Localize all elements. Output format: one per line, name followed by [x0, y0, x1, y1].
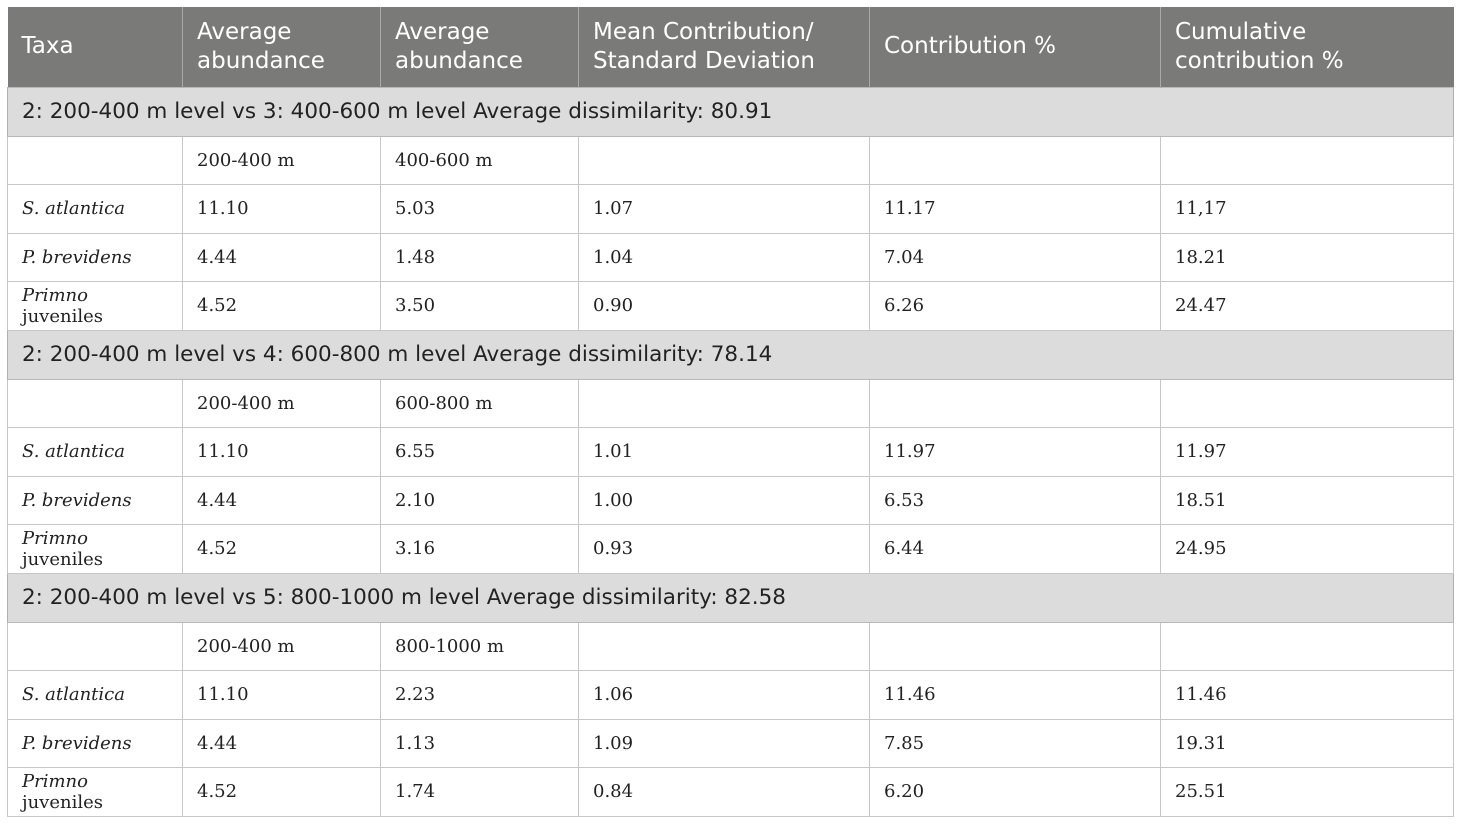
subheader-cell: [1161, 379, 1454, 428]
contribution-percent: 11.46: [870, 671, 1161, 720]
avg-abundance-b: 2.23: [381, 671, 579, 720]
avg-abundance-a: 4.44: [183, 233, 381, 282]
header-average-abundance-1: Average abundance: [183, 7, 381, 87]
mean-contribution-sd: 1.07: [579, 185, 870, 234]
subheader-cell: [8, 136, 183, 185]
cumulative-contribution: 11.46: [1161, 671, 1454, 720]
mean-contribution-sd: 1.01: [579, 428, 870, 477]
header-mean-contribution-sd: Mean Contribution/ Standard Deviation: [579, 7, 870, 87]
cumulative-contribution: 18.51: [1161, 476, 1454, 525]
subheader-depth-b: 600-800 m: [381, 379, 579, 428]
avg-abundance-b: 3.16: [381, 525, 579, 574]
contribution-percent: 6.44: [870, 525, 1161, 574]
cumulative-contribution: 11,17: [1161, 185, 1454, 234]
taxa-rest: juveniles: [22, 791, 103, 813]
mean-contribution-sd: 1.09: [579, 719, 870, 768]
mean-contribution-sd: 0.93: [579, 525, 870, 574]
avg-abundance-a: 4.52: [183, 768, 381, 817]
avg-abundance-b: 3.50: [381, 282, 579, 331]
simper-table: [7, 7, 1454, 817]
group-title-row: [8, 87, 1454, 136]
avg-abundance-b: 1.13: [381, 719, 579, 768]
taxa-rest: juveniles: [22, 548, 103, 570]
subheader-depth-a: 200-400 m: [183, 379, 381, 428]
avg-abundance-a: 4.52: [183, 282, 381, 331]
contribution-percent: 6.20: [870, 768, 1161, 817]
avg-abundance-a: 4.44: [183, 719, 381, 768]
subheader-cell: [8, 622, 183, 671]
table-row: [8, 185, 1454, 234]
mean-contribution-sd: 0.84: [579, 768, 870, 817]
avg-abundance-a: 4.52: [183, 525, 381, 574]
taxa-italic: Primno: [22, 770, 88, 792]
mean-contribution-sd: 1.06: [579, 671, 870, 720]
group-title: 2: 200-400 m level vs 5: 800-1000 m level Average dissimilarity: 82.58: [8, 573, 1454, 622]
group-title-row: [8, 573, 1454, 622]
contribution-percent: 7.04: [870, 233, 1161, 282]
subheader-cell: [870, 379, 1161, 428]
subheader-cell: [1161, 136, 1454, 185]
header-row: [8, 7, 1454, 87]
depth-subheader-row: [8, 622, 1454, 671]
cumulative-contribution: 11.97: [1161, 428, 1454, 477]
mean-contribution-sd: 1.04: [579, 233, 870, 282]
table-row: [8, 428, 1454, 477]
taxa-cell: [8, 719, 183, 768]
header-taxa: Taxa: [8, 7, 183, 87]
cumulative-contribution: 18.21: [1161, 233, 1454, 282]
taxa-italic: P. brevidens: [22, 489, 132, 511]
taxa-cell: [8, 282, 183, 331]
avg-abundance-a: 11.10: [183, 671, 381, 720]
table-row: [8, 671, 1454, 720]
table-row: [8, 282, 1454, 331]
taxa-cell: [8, 476, 183, 525]
avg-abundance-a: 11.10: [183, 428, 381, 477]
group-title: 2: 200-400 m level vs 4: 600-800 m level Average dissimilarity: 78.14: [8, 330, 1454, 379]
subheader-cell: [579, 136, 870, 185]
avg-abundance-a: 11.10: [183, 185, 381, 234]
cumulative-contribution: 24.47: [1161, 282, 1454, 331]
subheader-cell: [1161, 622, 1454, 671]
taxa-italic: P. brevidens: [22, 732, 132, 754]
avg-abundance-b: 1.74: [381, 768, 579, 817]
taxa-cell: [8, 768, 183, 817]
table-row: [8, 768, 1454, 817]
subheader-depth-b: 400-600 m: [381, 136, 579, 185]
mean-contribution-sd: 0.90: [579, 282, 870, 331]
depth-subheader-row: [8, 379, 1454, 428]
cumulative-contribution: 24.95: [1161, 525, 1454, 574]
taxa-italic: S. atlantica: [22, 684, 125, 706]
table-row: [8, 233, 1454, 282]
taxa-cell: [8, 185, 183, 234]
contribution-percent: 11.97: [870, 428, 1161, 477]
taxa-italic: S. atlantica: [22, 198, 125, 220]
group-title: 2: 200-400 m level vs 3: 400-600 m level Average dissimilarity: 80.91: [8, 87, 1454, 136]
avg-abundance-b: 2.10: [381, 476, 579, 525]
subheader-cell: [870, 136, 1161, 185]
taxa-cell: [8, 428, 183, 477]
taxa-italic: Primno: [22, 527, 88, 549]
simper-table-container: [7, 7, 1453, 817]
table-row: [8, 719, 1454, 768]
subheader-depth-b: 800-1000 m: [381, 622, 579, 671]
taxa-cell: [8, 671, 183, 720]
taxa-cell: [8, 233, 183, 282]
subheader-cell: [579, 379, 870, 428]
table-body: [8, 87, 1454, 816]
taxa-cell: [8, 525, 183, 574]
taxa-rest: juveniles: [22, 305, 103, 327]
avg-abundance-b: 1.48: [381, 233, 579, 282]
table-row: [8, 476, 1454, 525]
subheader-cell: [8, 379, 183, 428]
taxa-italic: S. atlantica: [22, 441, 125, 463]
header-average-abundance-2: Average abundance: [381, 7, 579, 87]
table-header: [8, 7, 1454, 87]
contribution-percent: 11.17: [870, 185, 1161, 234]
cumulative-contribution: 25.51: [1161, 768, 1454, 817]
header-contribution-percent: Contribution %: [870, 7, 1161, 87]
contribution-percent: 7.85: [870, 719, 1161, 768]
header-cumulative-contribution: Cumulative contribution %: [1161, 7, 1454, 87]
subheader-cell: [579, 622, 870, 671]
subheader-depth-a: 200-400 m: [183, 136, 381, 185]
depth-subheader-row: [8, 136, 1454, 185]
taxa-italic: Primno: [22, 284, 88, 306]
table-row: [8, 525, 1454, 574]
mean-contribution-sd: 1.00: [579, 476, 870, 525]
subheader-cell: [870, 622, 1161, 671]
group-title-row: [8, 330, 1454, 379]
contribution-percent: 6.26: [870, 282, 1161, 331]
avg-abundance-b: 5.03: [381, 185, 579, 234]
cumulative-contribution: 19.31: [1161, 719, 1454, 768]
taxa-italic: P. brevidens: [22, 246, 132, 268]
contribution-percent: 6.53: [870, 476, 1161, 525]
avg-abundance-b: 6.55: [381, 428, 579, 477]
subheader-depth-a: 200-400 m: [183, 622, 381, 671]
avg-abundance-a: 4.44: [183, 476, 381, 525]
